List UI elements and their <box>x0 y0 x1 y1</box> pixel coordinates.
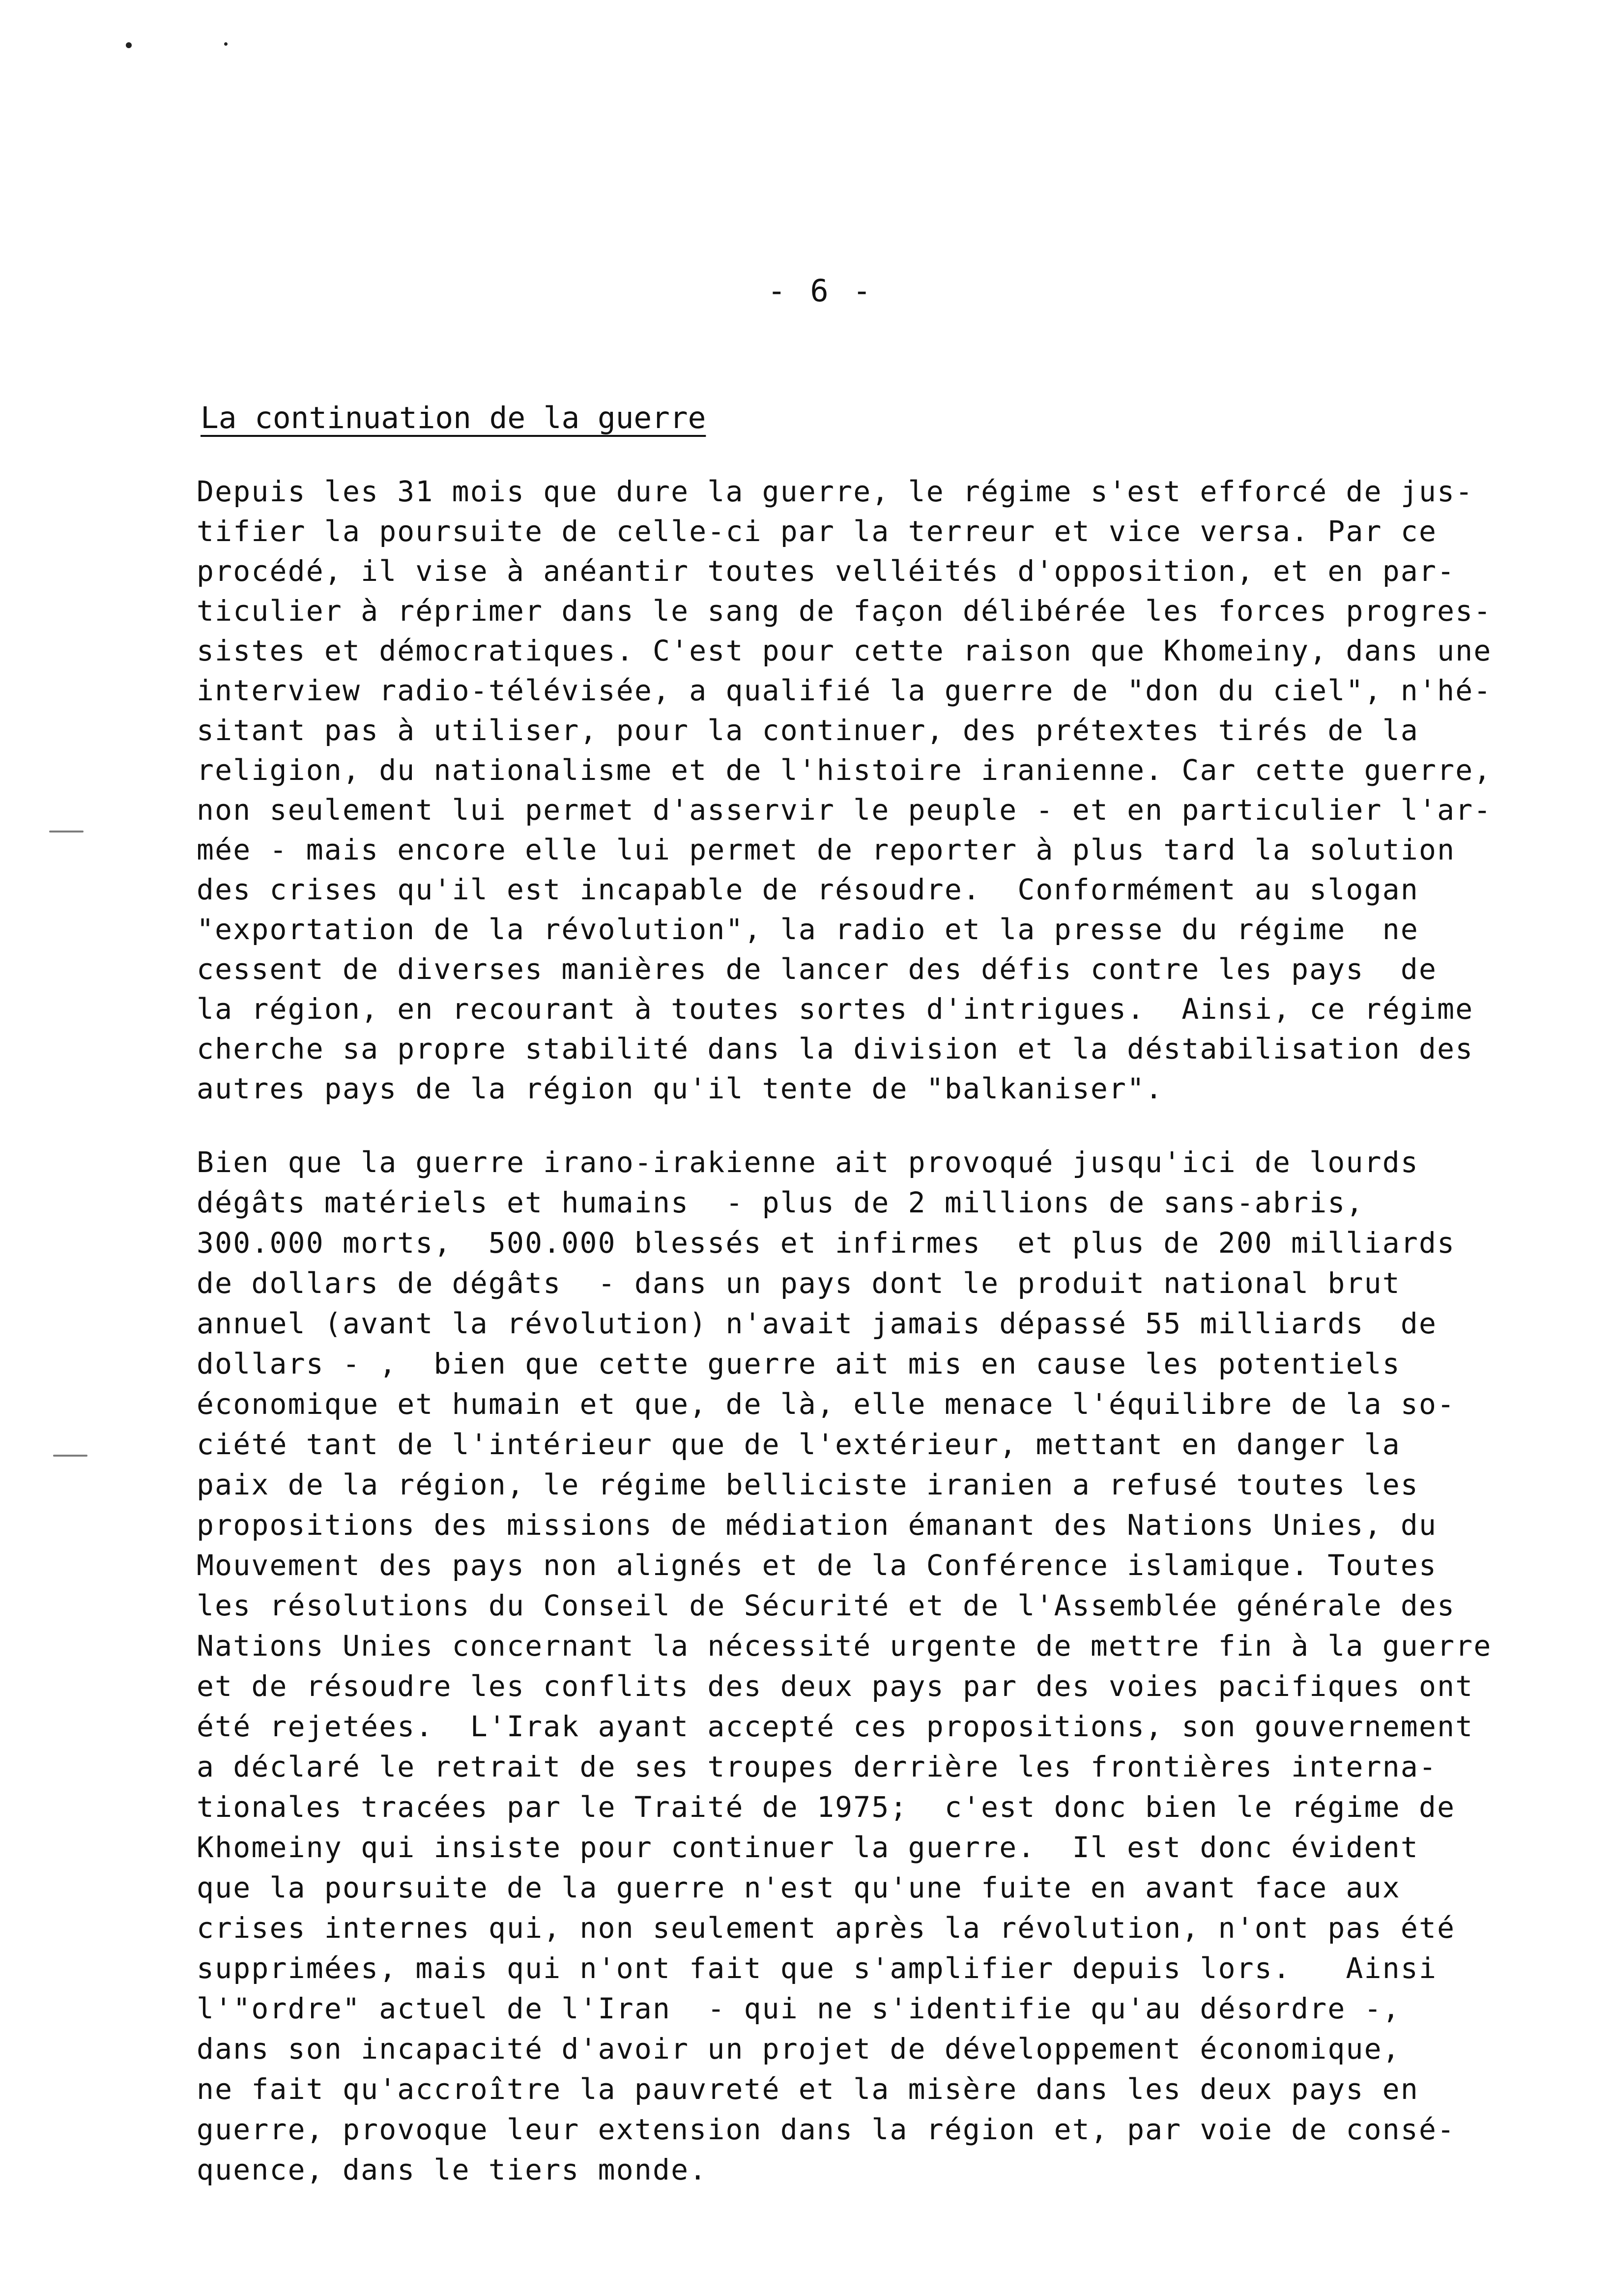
text-line: été rejetées. L'Irak ayant accepté ces propositions, son gouvernement <box>197 1710 1474 1743</box>
text-line: Bien que la guerre irano-irakienne ait provoqué jusqu'ici de lourds <box>197 1146 1419 1179</box>
text-line: dégâts matériels et humains - plus de 2 millions de sans-abris, <box>197 1186 1364 1219</box>
text-line: sitant pas à utiliser, pour la continuer, des prétextes tirés de la <box>197 714 1419 747</box>
text-line: ne fait qu'accroître la pauvreté et la misère dans les deux pays en <box>197 2072 1419 2106</box>
text-line: "exportation de la révolution", la radio et la presse du régime ne <box>197 913 1419 946</box>
text-line: non seulement lui permet d'asservir le peuple - et en particulier l'ar- <box>197 793 1492 827</box>
text-line: cessent de diverses manières de lancer des défis contre les pays de <box>197 952 1438 986</box>
text-line: économique et humain et que, de là, elle menace l'équilibre de la so- <box>197 1387 1456 1421</box>
text-line: Nations Unies concernant la nécessité urgente de mettre fin à la guerre <box>197 1629 1492 1663</box>
text-line: annuel (avant la révolution) n'avait jamais dépassé 55 milliards de <box>197 1307 1438 1340</box>
margin-mark-2 <box>53 1455 87 1457</box>
text-line: Mouvement des pays non alignés et de la Conférence islamique. Toutes <box>197 1549 1438 1582</box>
text-line: quence, dans le tiers monde. <box>197 2153 708 2186</box>
text-line: tionales tracées par le Traité de 1975; c'est donc bien le régime de <box>197 1790 1456 1824</box>
page-number: - 6 - <box>767 273 874 309</box>
scan-speck-1 <box>126 42 132 48</box>
text-line: a déclaré le retrait de ses troupes derrière les frontières interna- <box>197 1750 1438 1783</box>
text-line: dollars - , bien que cette guerre ait mis en cause les potentiels <box>197 1347 1401 1380</box>
text-line: ticulier à réprimer dans le sang de façon délibérée les forces progres- <box>197 594 1492 628</box>
text-line: mée - mais encore elle lui permet de reporter à plus tard la solution <box>197 833 1456 866</box>
text-line: religion, du nationalisme et de l'histoire iranienne. Car cette guerre, <box>197 753 1492 787</box>
text-line: crises internes qui, non seulement après la révolution, n'ont pas été <box>197 1911 1456 1945</box>
text-line: les résolutions du Conseil de Sécurité et de l'Assemblée générale des <box>197 1589 1456 1622</box>
text-line: cherche sa propre stabilité dans la division et la déstabilisation des <box>197 1032 1474 1065</box>
text-line: autres pays de la région qu'il tente de "balkaniser". <box>197 1072 1164 1105</box>
text-line: procédé, il vise à anéantir toutes velléités d'opposition, et en par- <box>197 554 1456 588</box>
text-line: ciété tant de l'intérieur que de l'extérieur, mettant en danger la <box>197 1428 1401 1461</box>
text-line: et de résoudre les conflits des deux pays par des voies pacifiques ont <box>197 1669 1474 1703</box>
paragraph-2 <box>197 1142 1492 2190</box>
text-line: la région, en recourant à toutes sortes d'intrigues. Ainsi, ce régime <box>197 992 1474 1026</box>
section-heading: La continuation de la guerre <box>201 401 706 435</box>
paragraph-1 <box>197 472 1492 1109</box>
text-line: paix de la région, le régime belliciste iranien a refusé toutes les <box>197 1468 1419 1501</box>
text-line: 300.000 morts, 500.000 blessés et infirmes et plus de 200 milliards <box>197 1226 1456 1260</box>
text-line: l'"ordre" actuel de l'Iran - qui ne s'identifie qu'au désordre -, <box>197 1992 1401 2025</box>
text-line: des crises qu'il est incapable de résoudre. Conformément au slogan <box>197 873 1419 906</box>
text-line: tifier la poursuite de celle-ci par la terreur et vice versa. Par ce <box>197 515 1438 548</box>
text-line: Khomeiny qui insiste pour continuer la guerre. Il est donc évident <box>197 1831 1419 1864</box>
text-line: propositions des missions de médiation émanant des Nations Unies, du <box>197 1508 1438 1542</box>
text-line: Depuis les 31 mois que dure la guerre, le régime s'est efforcé de jus- <box>197 475 1474 508</box>
text-line: interview radio-télévisée, a qualifié la guerre de "don du ciel", n'hé- <box>197 674 1492 707</box>
text-line: supprimées, mais qui n'ont fait que s'amplifier depuis lors. Ainsi <box>197 1952 1438 1985</box>
text-line: sistes et démocratiques. C'est pour cette raison que Khomeiny, dans une <box>197 634 1492 667</box>
text-line: dans son incapacité d'avoir un projet de développement économique, <box>197 2032 1401 2066</box>
text-line: que la poursuite de la guerre n'est qu'une fuite en avant face aux <box>197 1871 1401 1904</box>
text-line: de dollars de dégâts - dans un pays dont le produit national brut <box>197 1266 1401 1300</box>
margin-mark-1 <box>49 831 84 832</box>
scan-speck-2 <box>224 42 228 46</box>
text-line: guerre, provoque leur extension dans la région et, par voie de consé- <box>197 2113 1456 2146</box>
